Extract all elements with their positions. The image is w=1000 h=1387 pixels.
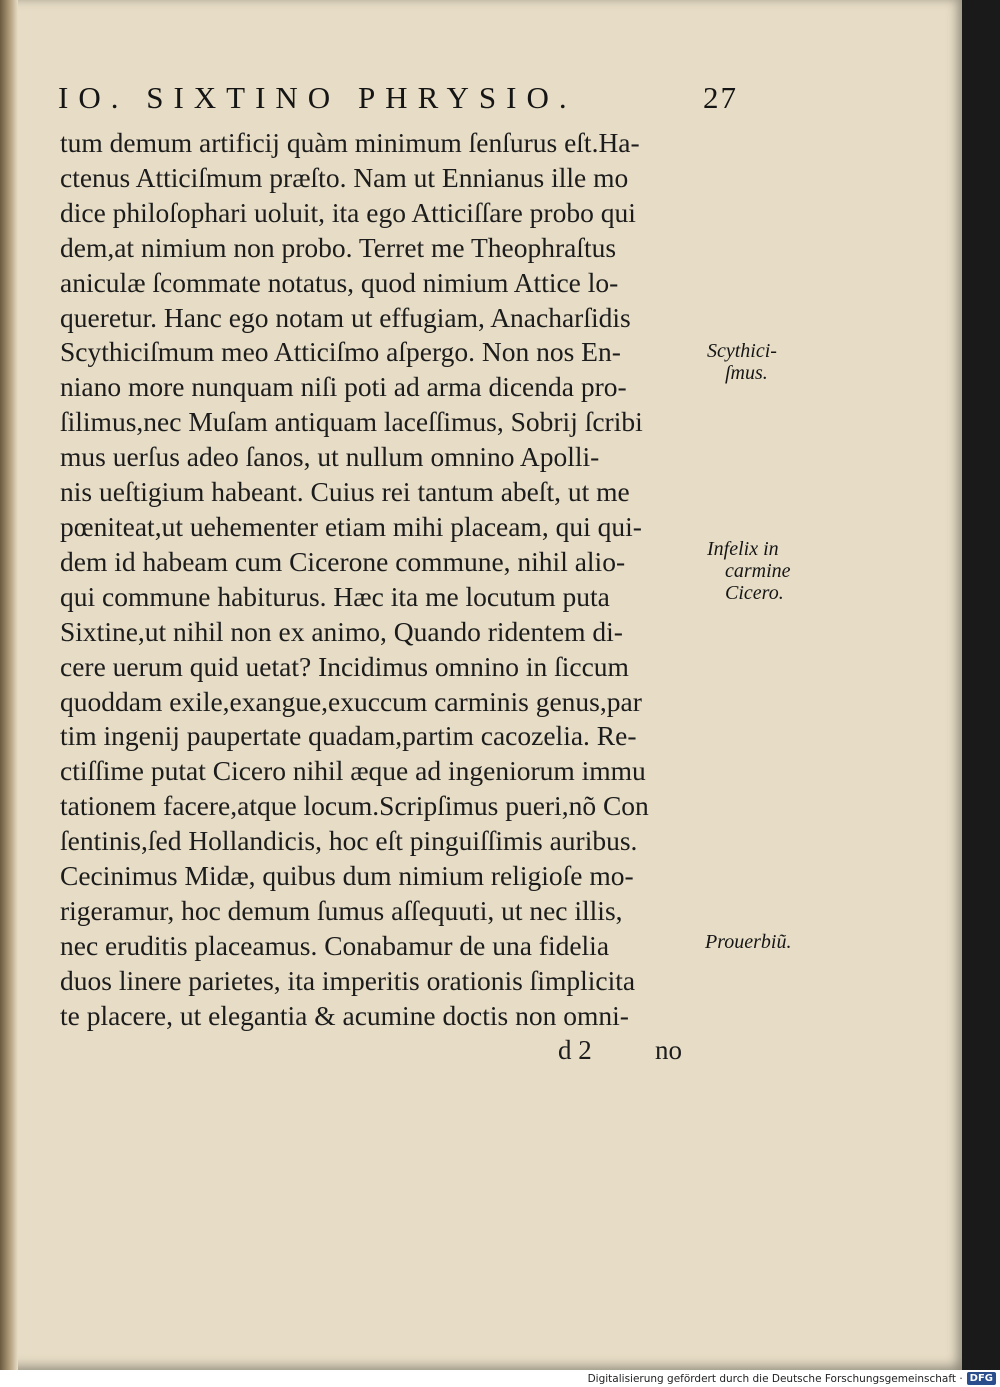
main-text-block	[60, 126, 700, 1034]
text-line: queretur. Hanc ego notam ut effugiam, Anacharſidis	[60, 301, 631, 333]
running-head	[58, 80, 738, 116]
text-line: ſilimus,nec Muſam antiquam laceſſimus, Sobrij ſcribi	[60, 406, 643, 438]
text-line: mus uerſus adeo ſanos, ut nullum omnino Apolli-	[60, 441, 600, 473]
text-line: rigeramur, hoc demum ſumus aſſequuti, ut nec illis,	[60, 894, 623, 926]
margin-note-proverbium: Prouerbiũ.	[705, 931, 792, 953]
text-line: dem id habeam cum Cicerone commune, nihil alio-	[60, 545, 626, 577]
credit-text: Digitalisierung gefördert durch die Deutsche Forschungsgemeinschaft ·	[587, 1372, 963, 1385]
text-line: quoddam exile,exangue,exuccum carminis genus,par	[60, 685, 642, 717]
text-line: nec eruditis placeamus. Conabamur de una fidelia	[60, 929, 610, 961]
text-line: pœniteat,ut uehementer etiam mihi placeam, qui qui-	[60, 510, 642, 542]
text-line: niano more nunquam niſi poti ad arma dicenda pro-	[60, 371, 627, 403]
page-gutter	[0, 0, 18, 1370]
text-line: Scythiciſmum meo Atticiſmo aſpergo. Non nos En-	[60, 336, 621, 368]
page-number: 27	[703, 80, 738, 115]
catchword: no	[655, 1035, 682, 1065]
text-line: dice philoſophari uoluit, ita ego Atticiſſare probo qui	[60, 196, 636, 228]
text-line: tum demum artificij quàm minimum ſenſurus eſt.Ha-	[60, 127, 640, 158]
digitization-credit-bar	[0, 1370, 1000, 1387]
text-line: nis ueſtigium habeant. Cuius rei tantum abeſt, ut me	[60, 476, 630, 508]
text-line: dem,at nimium non probo. Terret me Theophraſtus	[60, 231, 617, 263]
text-line: tationem facere,atque locum.Scripſimus pueri,nõ Con	[60, 790, 649, 822]
text-line: ctenus Atticiſmum præſto. Nam ut Ennianus ille mo	[60, 161, 629, 193]
text-line: ctiſſime putat Cicero nihil æque ad ingeniorum immu	[60, 755, 646, 787]
text-line: te placere, ut elegantia & acumine doctis non omni-	[60, 999, 629, 1031]
signature-mark: d 2	[558, 1035, 592, 1065]
text-line: cere uerum quid uetat? Incidimus omnino in ſiccum	[60, 650, 629, 682]
text-line: Cecinimus Midæ, quibus dum nimium religioſe mo-	[60, 860, 634, 892]
text-line: qui commune habiturus. Hæc ita me locutum puta	[60, 580, 610, 612]
running-head-title: IO. SIXTINO PHRYSIO.	[58, 80, 577, 115]
text-line: Sixtine,ut nihil non ex animo, Quando ridentem di-	[60, 615, 623, 647]
dfg-logo: DFG	[967, 1372, 996, 1385]
margin-note-scythicismus: Scythici- ſmus.	[707, 340, 777, 384]
text-line: duos linere parietes, ita imperitis orationis ſimplicita	[60, 964, 636, 996]
margin-note-infelix: Infelix in carmine Cicero.	[707, 538, 791, 604]
text-line: aniculæ ſcommate notatus, quod nimium Attice lo-	[60, 266, 619, 298]
text-line: ſentinis,ſed Hollandicis, hoc eſt pinguiſſimis auribus.	[60, 825, 638, 857]
text-line: tim ingenij paupertate quadam,partim cacozelia. Re-	[60, 720, 637, 752]
